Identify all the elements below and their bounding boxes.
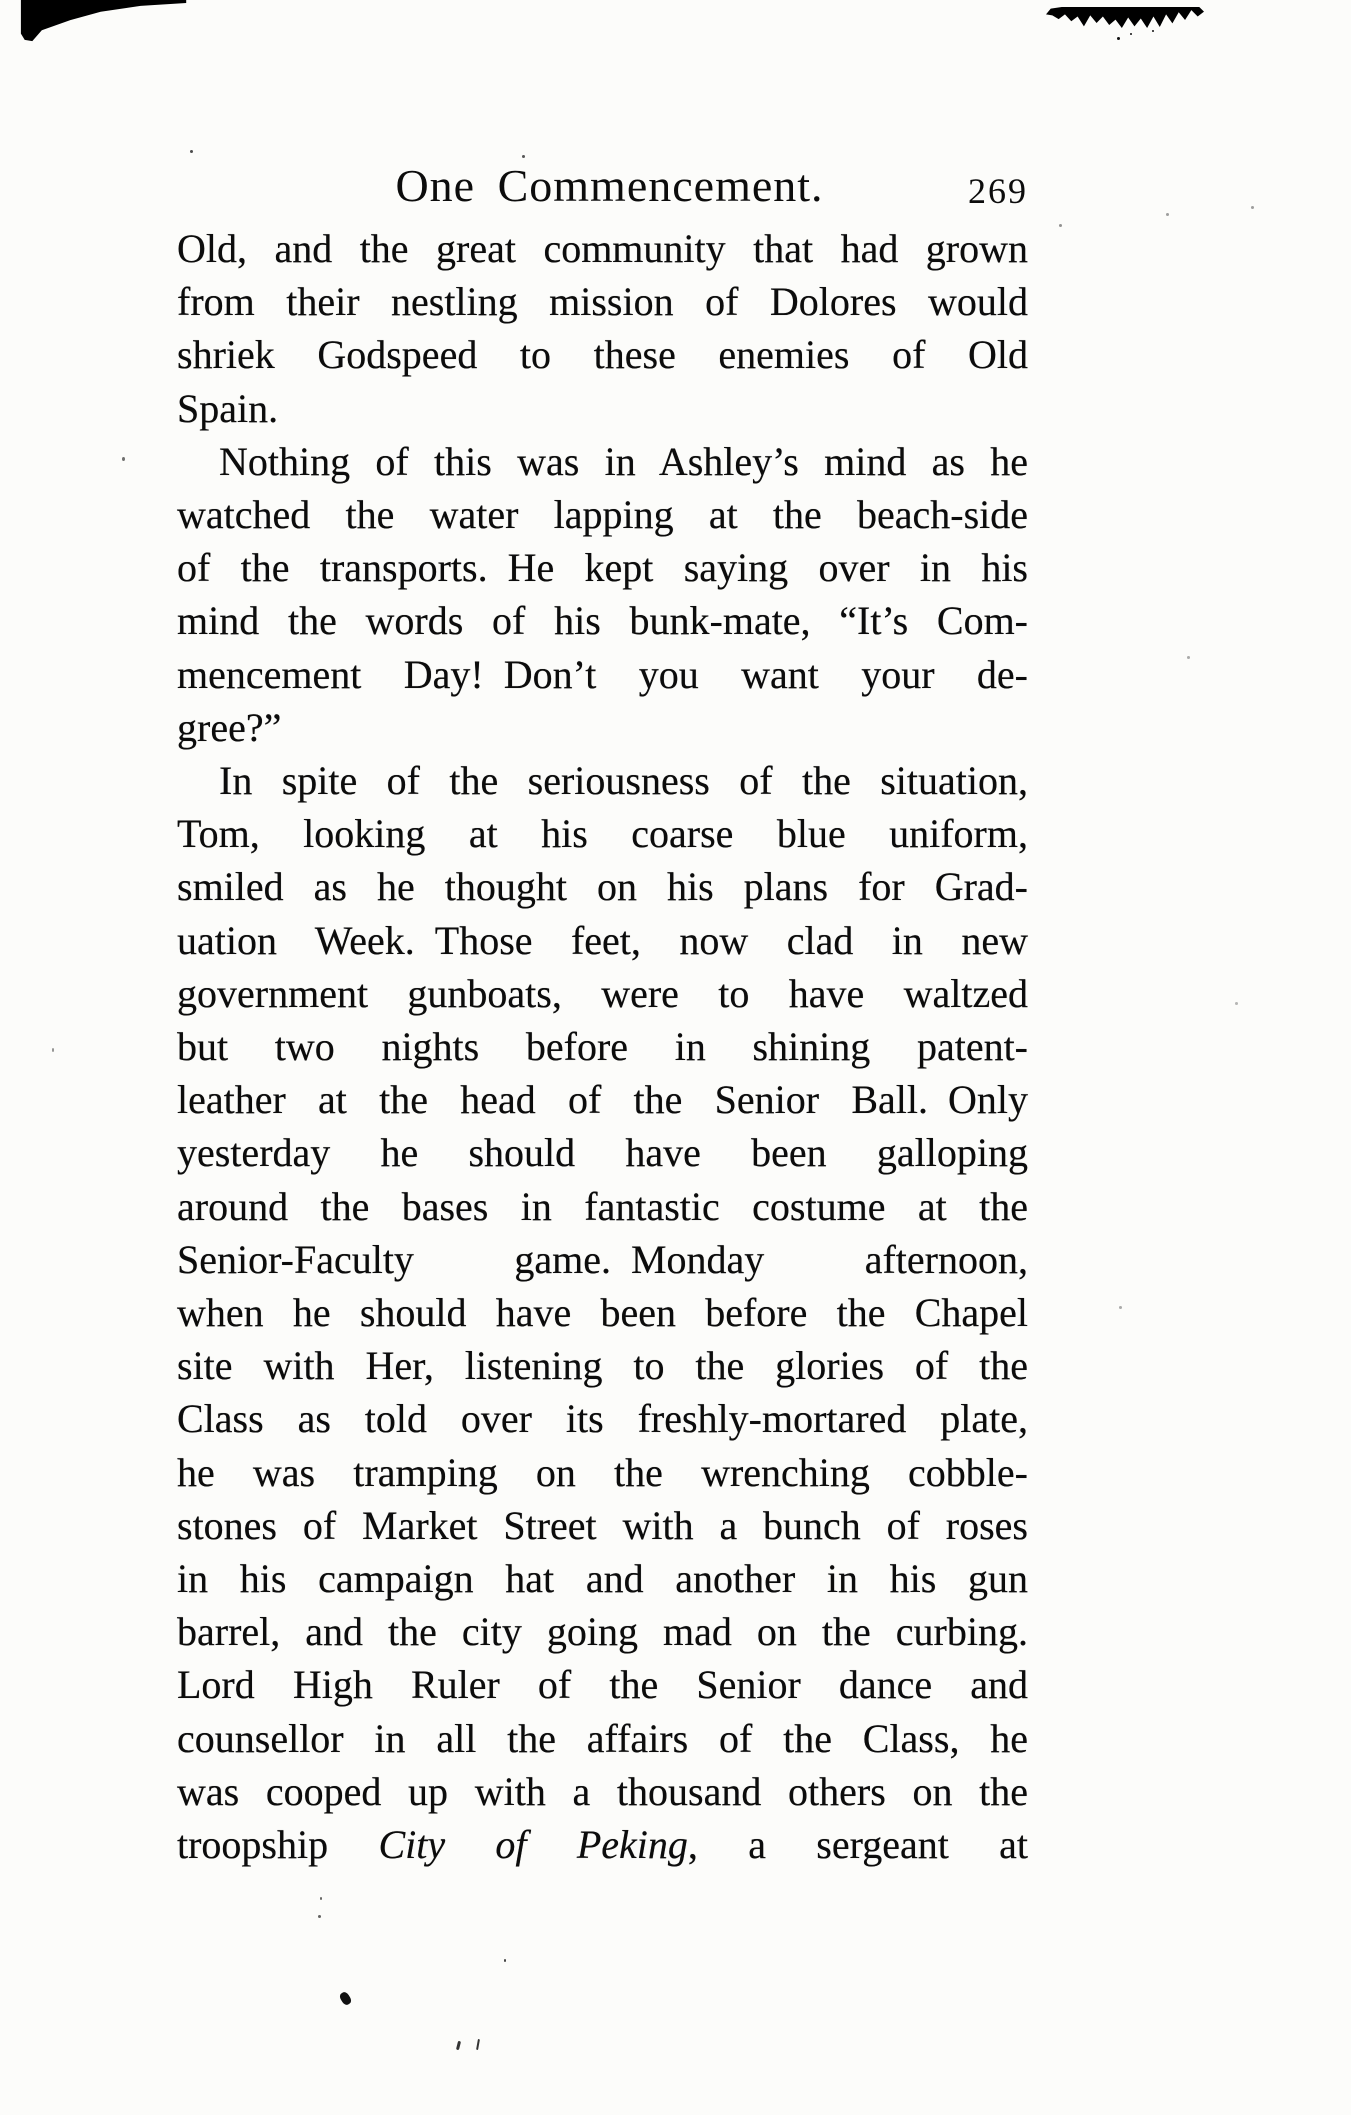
text-segment: Old, and the great community that had grown <box>177 226 1028 271</box>
text-segment: shriek Godspeed to these enemies of Old <box>177 332 1028 378</box>
text-line <box>177 1020 1028 1073</box>
ink-speck <box>320 1897 322 1900</box>
text-line <box>177 807 1028 860</box>
text-line <box>177 541 1028 594</box>
running-head-title: One Commencement. <box>395 160 824 211</box>
text-segment: mencement Day! Don’t you want your de- <box>177 651 1028 697</box>
text-line <box>177 1712 1028 1765</box>
text-line <box>177 1499 1028 1552</box>
text-line <box>177 328 1028 381</box>
text-line <box>177 967 1028 1020</box>
text-line <box>177 1605 1028 1658</box>
text-segment: counsellor in all the affairs of the Class, he <box>177 1715 1028 1761</box>
ink-speck <box>1251 206 1254 209</box>
text-segment: government gunboats, were to have waltzed <box>177 970 1028 1016</box>
text-line <box>177 1392 1028 1445</box>
ink-speck <box>1119 1306 1122 1309</box>
text-segment: was cooped up with a thousand others on the <box>177 1768 1028 1814</box>
page-number: 269 <box>968 171 1028 211</box>
ink-smudge-top-right <box>1046 7 1204 28</box>
text-line <box>177 1658 1028 1711</box>
ink-speck <box>476 2039 480 2050</box>
text-segment: site with Her, listening to the glories of the <box>177 1343 1028 1389</box>
text-segment: Nothing of this was in Ashley’s mind as he <box>219 438 1028 484</box>
text-line <box>177 1073 1028 1126</box>
text-segment: gree?” <box>177 704 282 750</box>
text-segment: Tom, looking at his coarse blue uniform, <box>177 811 1028 857</box>
text-segment: smiled as he thought on his plans for Grad- <box>177 864 1028 910</box>
text-segment: of the transports. He kept saying over in his <box>177 545 1028 591</box>
text-segment: uation Week. Those feet, now clad in new <box>177 917 1028 963</box>
text-segment: Lord High Ruler of the Senior dance and <box>177 1662 1028 1708</box>
text-line <box>177 1286 1028 1339</box>
ink-speck <box>122 457 125 461</box>
text-line <box>177 754 1028 807</box>
ink-speck <box>504 1959 506 1962</box>
text-line <box>177 1180 1028 1233</box>
ink-blot-top-left <box>0 0 190 42</box>
text-segment: Class as told over its freshly-mortared plate, <box>177 1396 1028 1442</box>
ink-speck <box>1117 37 1120 40</box>
text-segment: Senior-Faculty game. Monday afternoon, <box>177 1236 1028 1282</box>
text-segment: from their nestling mission of Dolores would <box>177 279 1028 325</box>
text-line <box>177 222 1028 275</box>
ink-speck <box>456 2041 461 2050</box>
text-segment: around the bases in fantastic costume at the <box>177 1183 1028 1229</box>
text-segment: , a sergeant at <box>687 1822 1028 1868</box>
text-line <box>177 914 1028 967</box>
ink-speck <box>190 150 193 153</box>
ink-speck <box>338 1991 353 2007</box>
text-line <box>177 860 1028 913</box>
text-segment: mind the words of his bunk-mate, “It’s Com- <box>177 598 1028 644</box>
text-line <box>177 488 1028 541</box>
ink-speck <box>1166 213 1169 216</box>
text-line <box>177 1339 1028 1392</box>
text-segment: Spain. <box>177 385 279 431</box>
text-line <box>177 648 1028 701</box>
text-line <box>177 594 1028 647</box>
text-line <box>177 382 1028 435</box>
text-line <box>177 1126 1028 1179</box>
text-segment: when he should have been before the Chapel <box>177 1290 1028 1336</box>
text-line <box>177 1446 1028 1499</box>
ink-speck <box>1187 656 1190 659</box>
ship-name-italic: City of Peking <box>378 1822 688 1868</box>
text-line <box>177 1765 1028 1818</box>
text-segment: yesterday he should have been galloping <box>177 1130 1028 1176</box>
ink-speck <box>1059 224 1062 227</box>
text-segment: leather at the head of the Senior Ball. Only <box>177 1077 1028 1123</box>
ink-speck <box>1152 30 1154 32</box>
text-line <box>177 701 1028 754</box>
text-segment: In spite of the seriousness of the situation, <box>219 758 1028 804</box>
ink-speck <box>1235 1002 1238 1005</box>
text-line <box>177 1552 1028 1605</box>
text-line <box>177 1818 1028 1871</box>
page-header <box>177 158 1028 220</box>
text-block <box>177 222 1028 1871</box>
text-segment: troopship <box>177 1822 379 1868</box>
text-segment: but two nights before in shining patent- <box>177 1024 1028 1070</box>
ink-speck <box>1130 33 1132 35</box>
text-segment: stones of Market Street with a bunch of roses <box>177 1502 1028 1548</box>
text-line <box>177 435 1028 488</box>
text-segment: barrel, and the city going mad on the curbing. <box>177 1609 1028 1655</box>
text-segment: he was tramping on the wrenching cobble- <box>177 1449 1028 1495</box>
text-line <box>177 275 1028 328</box>
ink-speck <box>52 1048 54 1052</box>
text-segment: watched the water lapping at the beach-side <box>177 492 1028 538</box>
ink-speck <box>318 1915 321 1918</box>
text-line <box>177 1233 1028 1286</box>
text-segment: in his campaign hat and another in his gun <box>177 1556 1028 1602</box>
